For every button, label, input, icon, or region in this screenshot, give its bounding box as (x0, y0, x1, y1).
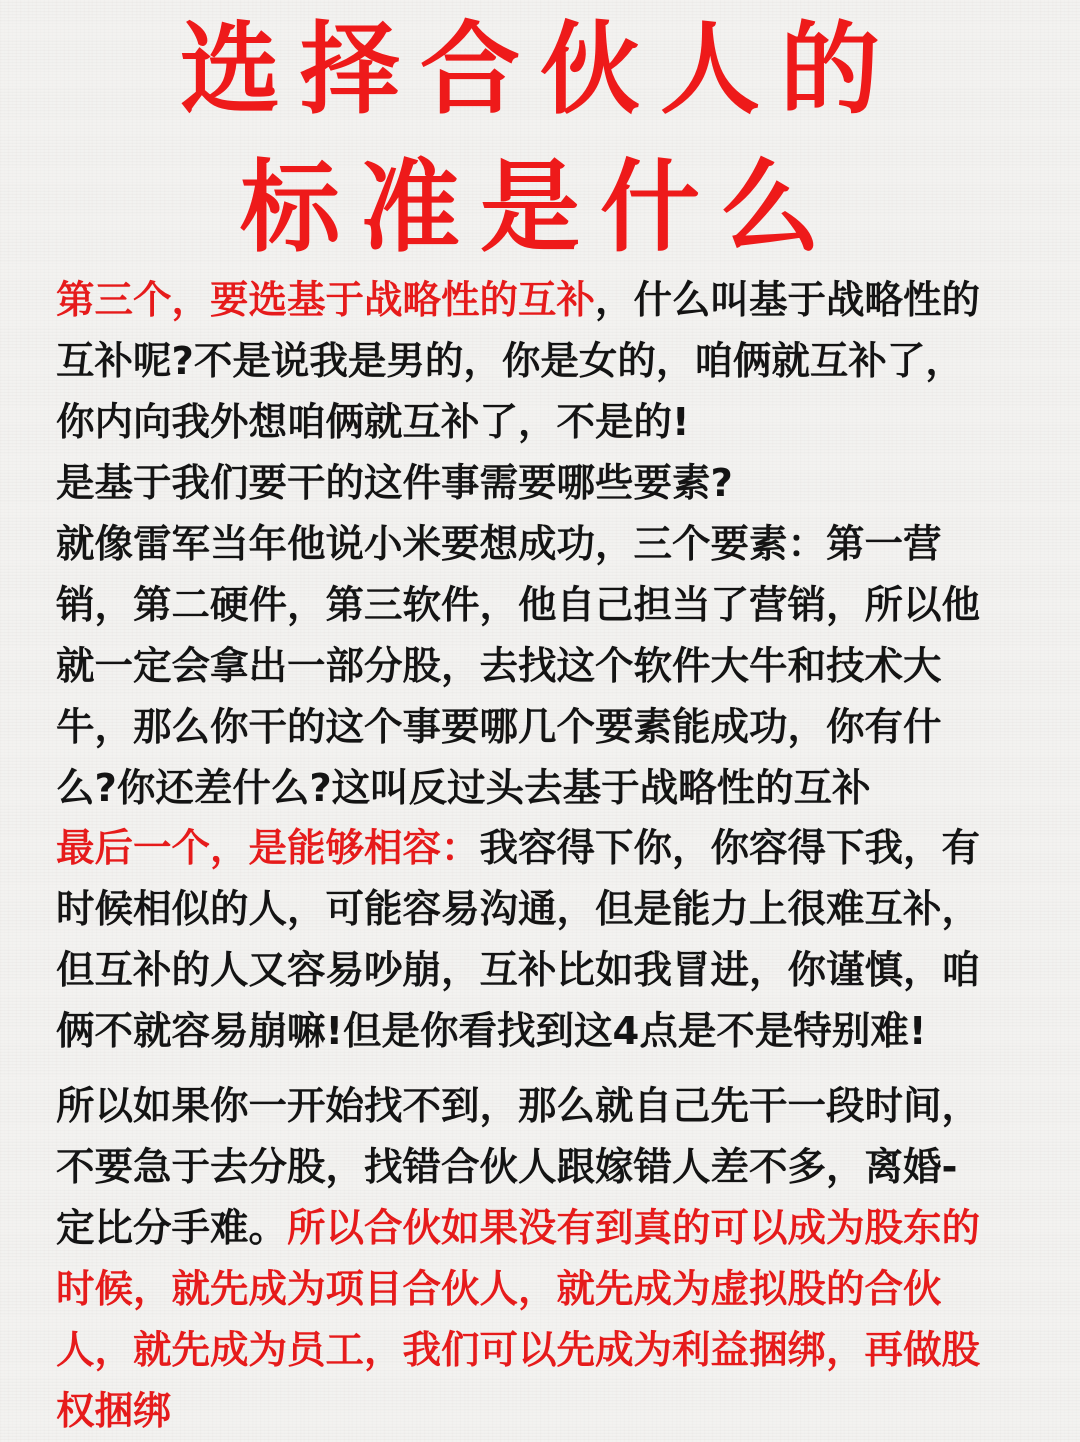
body-text: 我容得下你，你容得下我，有 (479, 826, 981, 871)
text-line: 是基于我们要干的这件事需要哪些要素? (56, 461, 733, 506)
paragraph-conclusion (56, 1076, 1056, 1442)
text-line: 但互补的人又容易吵崩，互补比如我冒进，你谨慎，咱 (56, 948, 981, 993)
text-line: 互补呢?不是说我是男的，你是女的，咱俩就互补了， (56, 339, 964, 384)
text-line (56, 1198, 1056, 1259)
text-line: 不要急于去分股，找错合伙人跟嫁错人差不多，离婚- (56, 1145, 958, 1190)
body-text: ，什么叫基于战略性的 (595, 278, 981, 323)
text-line: 销，第二硬件，第三软件，他自己担当了营销，所以他 (56, 583, 981, 628)
text-line: 牛，那么你干的这个事要哪几个要素能成功，你有什 (56, 705, 942, 750)
highlight-line: 权捆绑 (56, 1389, 172, 1434)
paragraph-strategic-complement (56, 270, 1056, 819)
highlight-text: 最后一个，是能够相容： (56, 826, 480, 871)
page-title-line-2: 标准是什么 (240, 149, 840, 266)
highlight-line: 人，就先成为员工，我们可以先成为利益捆绑，再做股 (56, 1328, 981, 1373)
page-title-line-1: 选择合伙人的 (180, 11, 900, 128)
text-line: 就一定会拿出一部分股，去找这个软件大牛和技术大 (56, 644, 942, 689)
highlight-line: 时候，就先成为项目合伙人，就先成为虚拟股的合伙 (56, 1267, 942, 1312)
text-line: 么?你还差什么?这叫反过头去基于战略性的互补 (56, 766, 871, 811)
text-line: 就像雷军当年他说小米要想成功，三个要素：第一营 (56, 522, 942, 567)
paragraph-compatibility (56, 818, 1056, 1062)
body-text: 定比分手难。 (56, 1206, 288, 1251)
text-line: 所以如果你一开始找不到，那么就自己先干一段时间， (56, 1084, 981, 1129)
text-line (56, 818, 1056, 879)
text-line (56, 270, 1056, 331)
highlight-text: 所以合伙如果没有到真的可以成为股东的 (287, 1206, 981, 1251)
text-line: 你内向我外想咱俩就互补了，不是的! (56, 400, 690, 445)
highlight-text: 第三个，要选基于战略性的互补 (56, 278, 596, 323)
text-line: 俩不就容易崩嘛!但是你看找到这4点是不是特别难! (56, 1009, 927, 1054)
text-line: 时候相似的人，可能容易沟通，但是能力上很难互补， (56, 887, 981, 932)
